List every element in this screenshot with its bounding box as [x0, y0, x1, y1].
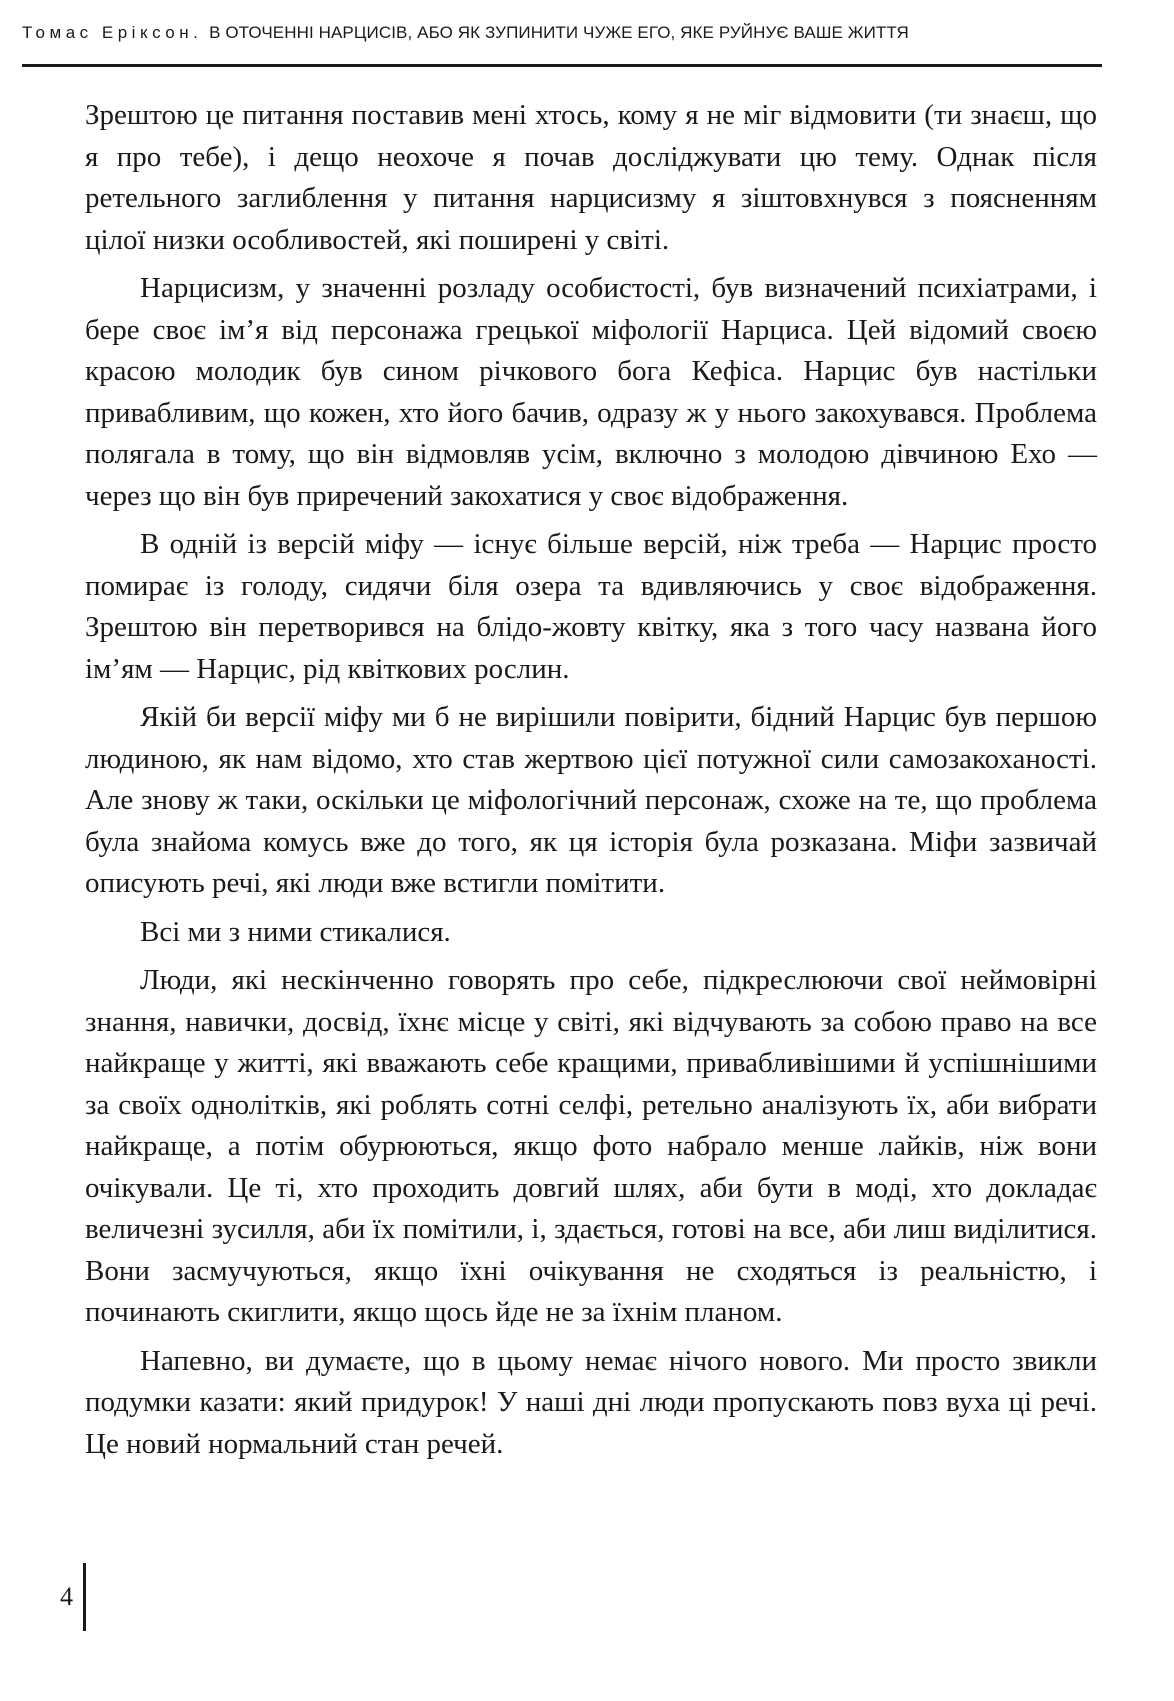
folio-rule [83, 1563, 86, 1631]
running-head-title: В ОТОЧЕННІ НАРЦИСІВ, АБО ЯК ЗУПИНИТИ ЧУЖЕ ЕГО, ЯКЕ РУЙНУЄ ВАШЕ ЖИТТЯ [209, 23, 909, 42]
header-rule [22, 64, 1102, 67]
paragraph: Напевно, ви думаєте, що в цьому немає нічого нового. Ми просто звикли подумки казати: який придурок! У наші дні люди пропускають повз вуха ці речі. Це новий нормальний стан речей. [85, 1344, 1097, 1460]
paragraph: Всі ми з ними стикалися. [140, 915, 451, 948]
main-text [85, 95, 1097, 1472]
running-head-author: Томас Еріксон. [22, 23, 203, 42]
paragraph: Якій би версії міфу ми б не вирішили повірити, бідний Нарцис був першою людиною, як нам відомо, хто став жертвою цієї потужної сили самозакоханості. Але знову ж таки, оскільки це міфологічний персонаж, схоже на те, що проблема була знайома комусь вже до того, як ця історія була розказана. Міфи зазвичай описують речі, які люди вже встигли помітити. [85, 701, 1097, 899]
page-number: 4 [60, 1582, 73, 1611]
running-head [22, 20, 1102, 46]
paragraph: Зрештою це питання поставив мені хтось, кому я не міг відмовити (ти знаєш, що я про тебе), і дещо неохоче я почав досліджувати цю тему. Однак після ретельного заглиблення у питання нарцисизму я зіштовхнувся з поясненням цілої низки особливостей, які поширені у світі. [85, 99, 1097, 256]
paragraph: В одній із версій міфу — існує більше версій, ніж треба — Нарцис просто помирає із голоду, сидячи біля озера та вдивляючись у своє відображення. Зрештою він перетворився на блідо-жовту квітку, яка з того часу названа його ім’ям — Нарцис, рід квіткових рослин. [85, 528, 1097, 685]
paragraph: Нарцисизм, у значенні розладу особистості, був визначений психіатрами, і бере своє ім’я від персонажа грецької міфології Нарциса. Цей відомий своєю красою молодик був сином річкового бога Кефіса. Нарцис був настільки привабливим, що кожен, хто його бачив, одразу ж у нього закохувався. Проблема полягала в тому, що він відмовляв усім, включно з молодою дівчиною Ехо — через що він був приречений закохатися у своє відображення. [85, 272, 1097, 512]
paragraph: Люди, які нескінченно говорять про себе, підкреслюючи свої неймовірні знання, навички, досвід, їхнє місце у світі, які відчувають за собою право на все найкраще у житті, які вважають себе кращими, привабливішими й успішнішими за своїх однолітків, які роблять сотні селфі, ретельно аналізують їх, аби вибрати найкраще, а потім обурюються, якщо фото набрало менше лайків, ніж вони очікували. Це ті, хто проходить довгий шлях, аби бути в моді, хто докладає величезні зусилля, аби їх помітили, і, здається, готові на все, аби лиш виділитися. Вони засмучуються, якщо їхні очікування не сходяться із реальністю, і починають скиглити, якщо щось йде не за їхнім планом. [85, 964, 1097, 1328]
